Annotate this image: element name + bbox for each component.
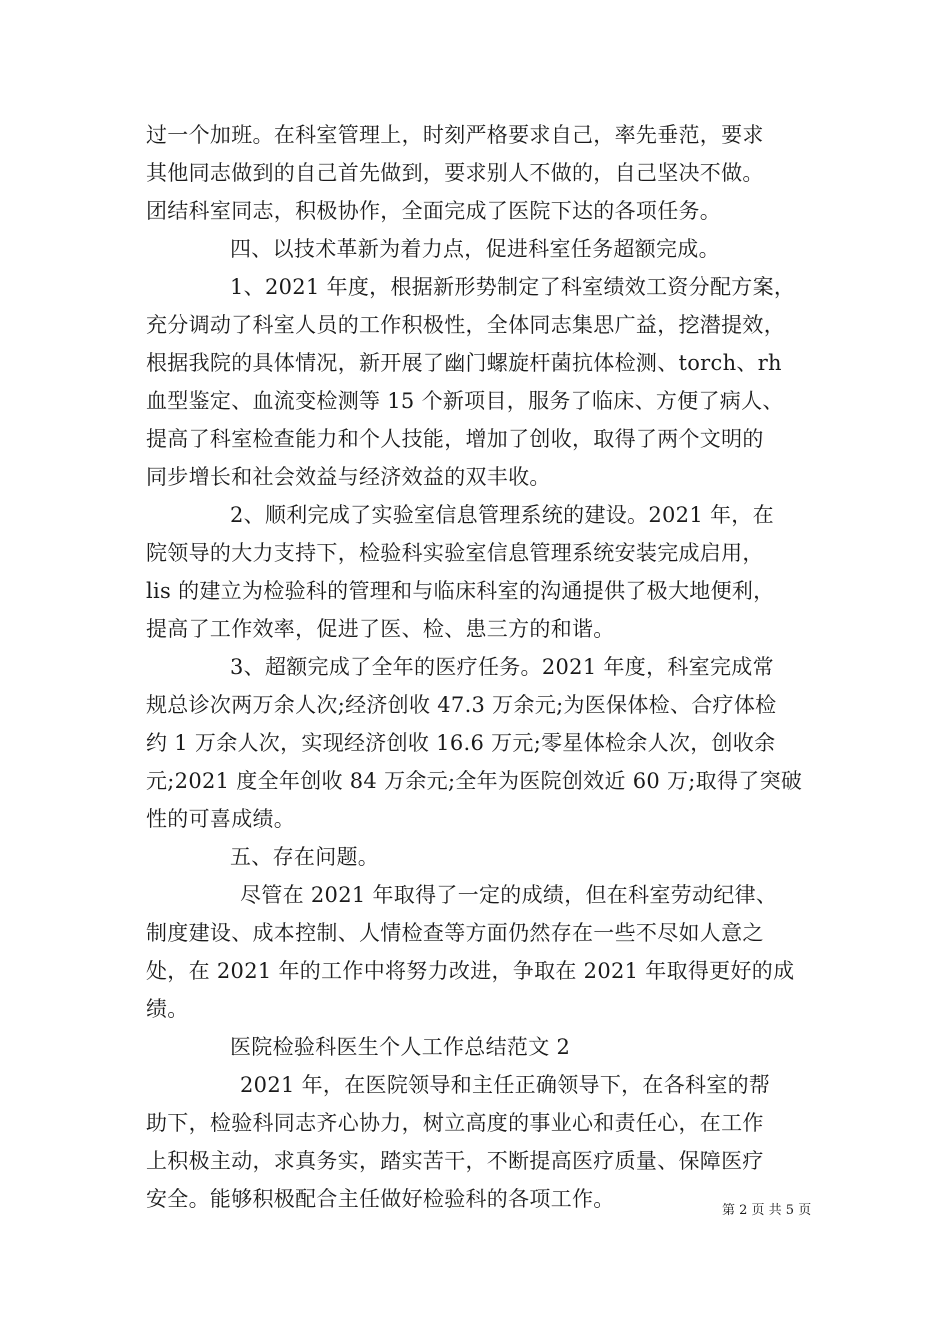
text-line: 过一个加班。在科室管理上，时刻严格要求自己，率先垂范，要求 [146,123,764,147]
text-line: 提高了科室检查能力和个人技能，增加了创收，取得了两个文明的 [146,427,764,451]
text-line: 处，在 2021 年的工作中将努力改进，争取在 2021 年取得更好的成 [146,959,795,983]
text-line: 规总诊次两万余人次;经济创收 47.3 万余元;为医保体检、合疗体检 [146,693,777,717]
text-line: 根据我院的具体情况，新开展了幽门螺旋杆菌抗体检测、torch、rh [146,351,782,375]
text-line: 约 1 万余人次，实现经济创收 16.6 万元;零星体检余人次，创收余 [146,731,776,755]
text-line: 充分调动了科室人员的工作积极性，全体同志集思广益，挖潜提效， [146,313,785,337]
text-line: 上积极主动，求真务实，踏实苦干，不断提高医疗质量、保障医疗 [146,1149,764,1173]
text-line: 助下，检验科同志齐心协力，树立高度的事业心和责任心，在工作 [146,1111,764,1135]
text-line: 血型鉴定、血流变检测等 15 个新项目，服务了临床、方便了病人、 [146,389,784,413]
text-line: 3、超额完成了全年的医疗任务。2021 年度，科室完成常 [230,655,774,679]
text-line: 制度建设、成本控制、人情检查等方面仍然存在一些不尽如人意之 [146,921,764,945]
text-line: 同步增长和社会效益与经济效益的双丰收。 [146,465,551,489]
text-line: 性的可喜成绩。 [146,807,296,831]
text-line: lis 的建立为检验科的管理和与临床科室的沟通提供了极大地便利， [146,579,775,603]
text-line: 院领导的大力支持下，检验科实验室信息管理系统安装完成启用， [146,541,764,565]
text-line: 提高了工作效率，促进了医、检、患三方的和谐。 [146,617,615,641]
text-line: 2021 年，在医院领导和主任正确领导下，在各科室的帮 [240,1073,771,1097]
text-line: 2、顺利完成了实验室信息管理系统的建设。2021 年，在 [230,503,774,527]
section-heading: 四、以技术革新为着力点，促进科室任务超额完成。 [230,237,720,261]
text-line: 元;2021 度全年创收 84 万余元;全年为医院创效近 60 万;取得了突破 [146,769,803,793]
text-line: 1、2021 年度，根据新形势制定了科室绩效工资分配方案， [230,275,796,299]
page-number: 第 2 页 共 5 页 [722,1203,812,1218]
article-title: 医院检验科医生个人工作总结范文 2 [230,1035,571,1059]
text-line: 安全。能够积极配合主任做好检验科的各项工作。 [146,1187,615,1211]
text-line: 其他同志做到的自己首先做到，要求别人不做的，自己坚决不做。 [146,161,764,185]
text-line: 尽管在 2021 年取得了一定的成绩，但在科室劳动纪律、 [240,883,778,907]
text-line: 绩。 [146,997,189,1021]
section-heading: 五、存在问题。 [230,845,380,869]
text-line: 团结科室同志，积极协作，全面完成了医院下达的各项任务。 [146,199,722,223]
